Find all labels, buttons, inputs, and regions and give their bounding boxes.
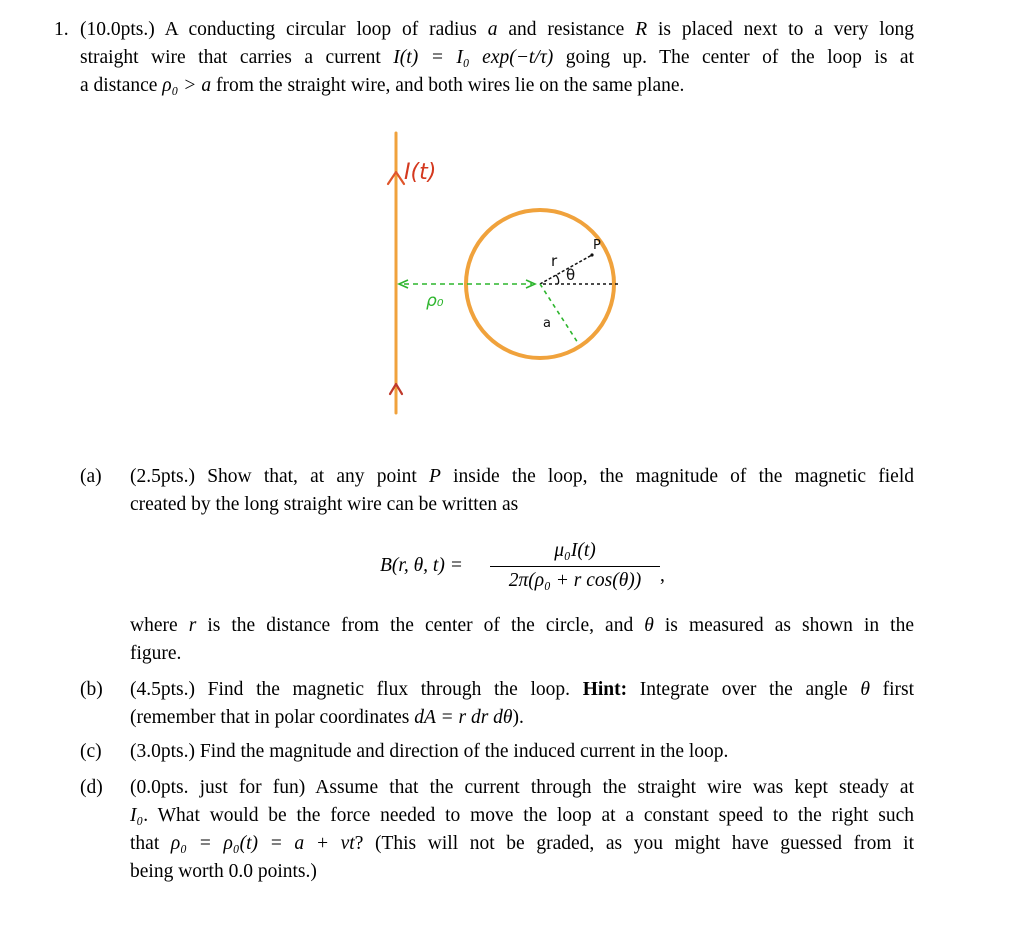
- var-theta: θ: [860, 679, 870, 700]
- problem-text: straight wire that carries a current: [80, 47, 394, 68]
- part-a-label: (a): [80, 466, 102, 487]
- part-d-line-4: being worth 0.0 points.): [130, 861, 317, 882]
- equation-lhs: B(r, θ, t) =: [380, 555, 463, 576]
- point-P-marker: [590, 253, 593, 256]
- part-c-label: (c): [80, 741, 102, 762]
- part-a-points: (2.5pts.): [130, 466, 195, 487]
- problem-number: 1.: [54, 19, 69, 40]
- r-label: r: [551, 252, 558, 270]
- part-d-label: (d): [80, 777, 103, 798]
- part-d-points: (0.0pts. just for fun): [130, 777, 306, 798]
- part-b-text: (remember that in polar coordinates: [130, 707, 415, 728]
- rho-of-t: ρ₀ = ρ₀(t) = a + vt: [170, 833, 355, 854]
- a-label: a: [543, 316, 551, 331]
- current-formula: I(t) = I₀ exp(−t/τ): [393, 47, 554, 68]
- part-d-text: . What would be the force needed to move the loop at a constant speed to the right such: [143, 805, 914, 826]
- part-a-line-4: figure.: [130, 643, 182, 664]
- theta-label: θ: [566, 266, 576, 284]
- p-label: P: [593, 238, 601, 253]
- equation-trailing-comma: ,: [660, 565, 665, 586]
- part-b-text: Find the magnetic flux through the loop.: [207, 679, 583, 700]
- figure: [0, 0, 1024, 440]
- equation-numerator: μ₀I(t): [554, 540, 596, 561]
- part-a-text: inside the loop, the magnitude of the magnetic field: [440, 466, 915, 487]
- current-label: I(t): [404, 160, 437, 185]
- var-R: R: [635, 19, 648, 40]
- var-P: P: [429, 466, 441, 487]
- part-b-points: (4.5pts.): [130, 679, 195, 700]
- part-a-text: Show that, at any point: [207, 466, 430, 487]
- distance-condition: ρ₀ > a: [162, 75, 212, 96]
- part-c-points: (3.0pts.): [130, 741, 195, 762]
- equation-denominator: 2π(ρ₀ + r cos(θ)): [508, 570, 642, 591]
- problem-text: is placed next to a very long: [647, 19, 914, 40]
- part-b-text: Integrate over the angle: [627, 679, 861, 700]
- part-d-line-3: [130, 830, 914, 858]
- part-a-line-1: [130, 463, 914, 491]
- part-d-text: ? (This will not be graded, as you might have guessed from it: [354, 833, 914, 854]
- part-d-line-2: [130, 802, 914, 830]
- part-b-line-1: [130, 676, 914, 704]
- var-I0: I₀: [130, 805, 144, 826]
- part-a-line-2: created by the long straight wire can be written as: [130, 494, 519, 515]
- problem-text: going up. The center of the loop is at: [553, 47, 914, 68]
- part-c-line-1: [130, 738, 728, 766]
- rho-label: ρ₀: [426, 291, 444, 311]
- part-a-text: where: [130, 615, 189, 636]
- part-d-text: that: [130, 833, 171, 854]
- part-c-text: Find the magnitude and direction of the induced current in the loop.: [199, 741, 729, 762]
- problem-text: and resistance: [497, 19, 636, 40]
- part-b-label: (b): [80, 679, 103, 700]
- problem-points: (10.0pts.): [80, 19, 155, 40]
- problem-text: from the straight wire, and both wires lie on the same plane.: [211, 75, 685, 96]
- part-a-line-3: [130, 612, 914, 640]
- var-theta: θ: [644, 615, 654, 636]
- part-b-line-2: [130, 704, 524, 732]
- part-d-text: Assume that the current through the straight wire was kept steady at: [315, 777, 914, 798]
- part-b-text: first: [869, 679, 914, 700]
- part-d-line-1: [130, 774, 914, 802]
- area-element: dA = r dr dθ: [414, 707, 513, 728]
- theta-arc: [556, 275, 559, 284]
- part-a-text: is measured as shown in the: [653, 615, 914, 636]
- radius-a-line: [540, 284, 578, 343]
- problem-text: a distance: [80, 75, 163, 96]
- problem-text: A conducting circular loop of radius: [164, 19, 488, 40]
- part-a-text: is the distance from the center of the circle, and: [196, 615, 645, 636]
- var-r: r: [188, 615, 197, 636]
- hint-label: Hint:: [582, 679, 628, 700]
- part-b-text: ).: [512, 707, 524, 728]
- var-a: a: [487, 19, 498, 40]
